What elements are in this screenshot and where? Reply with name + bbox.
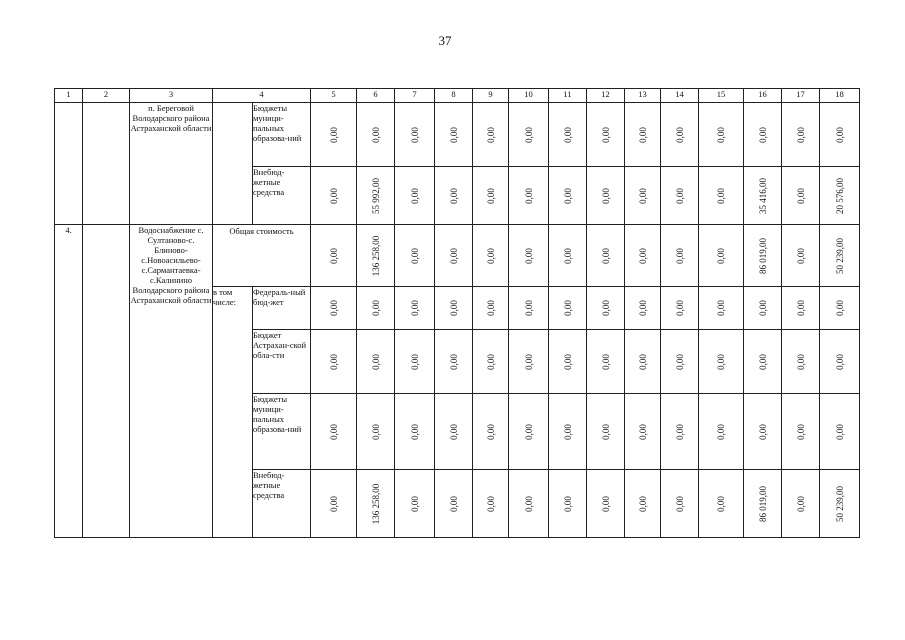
value-cell: 0,00 <box>820 394 860 470</box>
value-cell: 0,00 <box>509 287 549 330</box>
value-cell: 0,00 <box>509 470 549 538</box>
value-cell: 0,00 <box>625 167 661 225</box>
value-cell: 0,00 <box>357 103 395 167</box>
value-cell: 0,00 <box>782 167 820 225</box>
funding-label: Внебюд-жетные средства <box>253 470 311 538</box>
value-cell: 0,00 <box>473 470 509 538</box>
header-cell: 3 <box>130 89 213 103</box>
header-row <box>55 89 860 103</box>
value-cell: 35 416,00 <box>744 167 782 225</box>
value-cell: 0,00 <box>395 225 435 287</box>
page-number: 37 <box>438 33 452 48</box>
value-cell: 86 019,00 <box>744 470 782 538</box>
value-cell: 0,00 <box>625 225 661 287</box>
index-cell <box>55 103 83 225</box>
value-cell: 0,00 <box>395 470 435 538</box>
value-cell: 0,00 <box>587 330 625 394</box>
value-cell: 0,00 <box>357 330 395 394</box>
value-cell: 0,00 <box>699 225 744 287</box>
value-cell: 0,00 <box>699 394 744 470</box>
empty-cell <box>83 225 130 538</box>
value-cell: 136 258,00 <box>357 225 395 287</box>
value-cell: 0,00 <box>435 470 473 538</box>
value-cell: 50 239,00 <box>820 470 860 538</box>
table-row <box>55 225 860 287</box>
index-cell: 4. <box>55 225 83 538</box>
value-cell: 0,00 <box>820 287 860 330</box>
value-cell: 0,00 <box>587 287 625 330</box>
value-cell: 0,00 <box>395 287 435 330</box>
value-cell: 0,00 <box>699 287 744 330</box>
value-cell: 0,00 <box>311 287 357 330</box>
value-cell: 0,00 <box>311 330 357 394</box>
object-description: Водоснабжение с. Султаново-с. Блиново-с.Новоасильево-с.Сармантаевка-с.Калинино Володарского района Астраханской области <box>130 225 213 538</box>
value-cell: 0,00 <box>661 330 699 394</box>
value-cell: 0,00 <box>782 103 820 167</box>
header-cell: 18 <box>820 89 860 103</box>
value-cell: 0,00 <box>661 103 699 167</box>
header-cell: 1 <box>55 89 83 103</box>
value-cell: 0,00 <box>782 394 820 470</box>
value-cell: 0,00 <box>744 103 782 167</box>
value-cell: 0,00 <box>661 470 699 538</box>
header-cell: 16 <box>744 89 782 103</box>
value-cell: 0,00 <box>625 470 661 538</box>
object-description: п. Береговой Володарского района Астраханской области <box>130 103 213 225</box>
value-cell: 0,00 <box>820 103 860 167</box>
table-row <box>55 103 860 167</box>
value-cell: 20 576,00 <box>820 167 860 225</box>
header-cell: 8 <box>435 89 473 103</box>
value-cell: 0,00 <box>744 287 782 330</box>
value-cell: 0,00 <box>549 103 587 167</box>
value-cell: 0,00 <box>625 103 661 167</box>
value-cell: 0,00 <box>782 287 820 330</box>
value-cell: 0,00 <box>509 167 549 225</box>
value-cell: 0,00 <box>311 225 357 287</box>
value-cell: 0,00 <box>435 225 473 287</box>
header-cell: 5 <box>311 89 357 103</box>
value-cell: 0,00 <box>509 394 549 470</box>
value-cell: 0,00 <box>661 287 699 330</box>
value-cell: 0,00 <box>549 394 587 470</box>
value-cell: 0,00 <box>435 394 473 470</box>
value-cell: 0,00 <box>744 394 782 470</box>
funding-label: Внебюд-жетные средства <box>253 167 311 225</box>
value-cell: 0,00 <box>549 330 587 394</box>
value-cell: 0,00 <box>473 167 509 225</box>
header-cell: 13 <box>625 89 661 103</box>
value-cell: 0,00 <box>311 470 357 538</box>
value-cell: 0,00 <box>357 287 395 330</box>
value-cell: 0,00 <box>509 330 549 394</box>
value-cell: 0,00 <box>782 225 820 287</box>
value-cell: 0,00 <box>625 394 661 470</box>
value-cell: 136 258,00 <box>357 470 395 538</box>
value-cell: 86 019,00 <box>744 225 782 287</box>
value-cell: 0,00 <box>395 167 435 225</box>
value-cell: 0,00 <box>549 470 587 538</box>
value-cell: 0,00 <box>661 167 699 225</box>
value-cell: 0,00 <box>699 470 744 538</box>
value-cell: 0,00 <box>625 287 661 330</box>
value-cell: 0,00 <box>435 287 473 330</box>
header-cell: 14 <box>661 89 699 103</box>
value-cell: 0,00 <box>549 167 587 225</box>
header-cell: 6 <box>357 89 395 103</box>
value-cell: 0,00 <box>473 394 509 470</box>
value-cell: 0,00 <box>395 330 435 394</box>
value-cell: 0,00 <box>699 103 744 167</box>
value-cell: 0,00 <box>587 470 625 538</box>
value-cell: 0,00 <box>699 330 744 394</box>
including-label: в том числе: <box>213 287 253 538</box>
value-cell: 0,00 <box>435 103 473 167</box>
value-cell: 55 992,00 <box>357 167 395 225</box>
header-cell: 15 <box>699 89 744 103</box>
value-cell: 0,00 <box>744 330 782 394</box>
header-cell: 7 <box>395 89 435 103</box>
value-cell: 0,00 <box>549 287 587 330</box>
total-cost-label: Общая стоимость <box>213 225 311 287</box>
header-cell: 10 <box>509 89 549 103</box>
value-cell: 0,00 <box>509 225 549 287</box>
funding-label: Федераль-ный бюд-жет <box>253 287 311 330</box>
header-cell: 4 <box>213 89 311 103</box>
empty-cell <box>83 103 130 225</box>
value-cell: 0,00 <box>473 103 509 167</box>
value-cell: 0,00 <box>395 103 435 167</box>
value-cell: 0,00 <box>782 330 820 394</box>
value-cell: 0,00 <box>509 103 549 167</box>
value-cell: 0,00 <box>699 167 744 225</box>
value-cell: 0,00 <box>435 167 473 225</box>
value-cell: 0,00 <box>782 470 820 538</box>
funding-label: Бюджет Астрахан-ской обла-сти <box>253 330 311 394</box>
header-cell: 12 <box>587 89 625 103</box>
header-cell: 9 <box>473 89 509 103</box>
value-cell: 0,00 <box>473 287 509 330</box>
value-cell: 0,00 <box>549 225 587 287</box>
value-cell: 0,00 <box>587 103 625 167</box>
value-cell: 0,00 <box>587 167 625 225</box>
value-cell: 0,00 <box>357 394 395 470</box>
value-cell: 0,00 <box>661 225 699 287</box>
value-cell: 0,00 <box>587 225 625 287</box>
header-cell: 17 <box>782 89 820 103</box>
value-cell: 0,00 <box>587 394 625 470</box>
value-cell: 0,00 <box>311 167 357 225</box>
value-cell: 0,00 <box>473 330 509 394</box>
header-cell: 2 <box>83 89 130 103</box>
value-cell: 0,00 <box>311 103 357 167</box>
value-cell: 0,00 <box>435 330 473 394</box>
funding-label: Бюджеты муници-пальных образова-ний <box>253 103 311 167</box>
value-cell: 0,00 <box>820 330 860 394</box>
value-cell: 0,00 <box>395 394 435 470</box>
value-cell: 50 239,00 <box>820 225 860 287</box>
header-cell: 11 <box>549 89 587 103</box>
value-cell: 0,00 <box>625 330 661 394</box>
budget-table <box>54 88 860 538</box>
value-cell: 0,00 <box>661 394 699 470</box>
value-cell: 0,00 <box>473 225 509 287</box>
funding-label: Бюджеты муници-пальных образова-ний <box>253 394 311 470</box>
including-cell <box>213 103 253 225</box>
value-cell: 0,00 <box>311 394 357 470</box>
